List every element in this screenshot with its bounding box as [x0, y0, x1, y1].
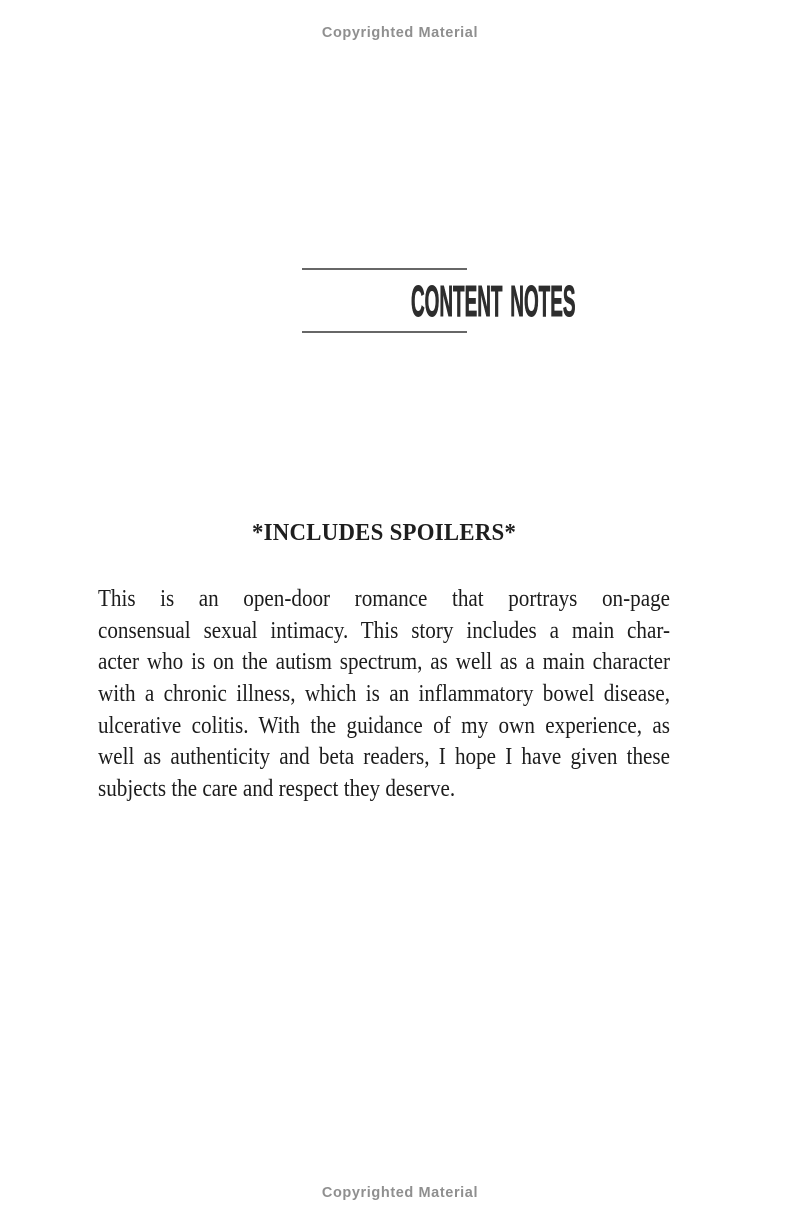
spoiler-warning-text: *INCLUDES SPOILERS* [251, 519, 517, 546]
paragraph-line: subjects the care and respect they deserve. [98, 776, 456, 803]
paragraph-line: This is an open-door romance that portrays on-page [98, 586, 670, 612]
spoiler-warning [98, 518, 670, 551]
content-notes-paragraph [98, 584, 670, 806]
chapter-title-text: CONTENT NOTES [410, 277, 576, 326]
chapter-title [302, 270, 576, 331]
paragraph-line: consensual sexual intimacy. This story includes a main char- [98, 617, 670, 644]
chapter-title-block [302, 268, 576, 333]
copyright-notice-top: Copyrighted Material [321, 25, 479, 41]
copyright-notice-bottom: Copyrighted Material [321, 1185, 479, 1201]
paragraph-line: well as authenticity and beta readers, I hope I have given these [98, 744, 670, 771]
paragraph-line: acter who is on the autism spectrum, as well as a main character [98, 649, 670, 676]
paragraph-line: ulcerative colitis. With the guidance of my own experience, as [98, 712, 670, 739]
paragraph-line: with a chronic illness, which is an inflammatory bowel disease, [98, 681, 670, 708]
